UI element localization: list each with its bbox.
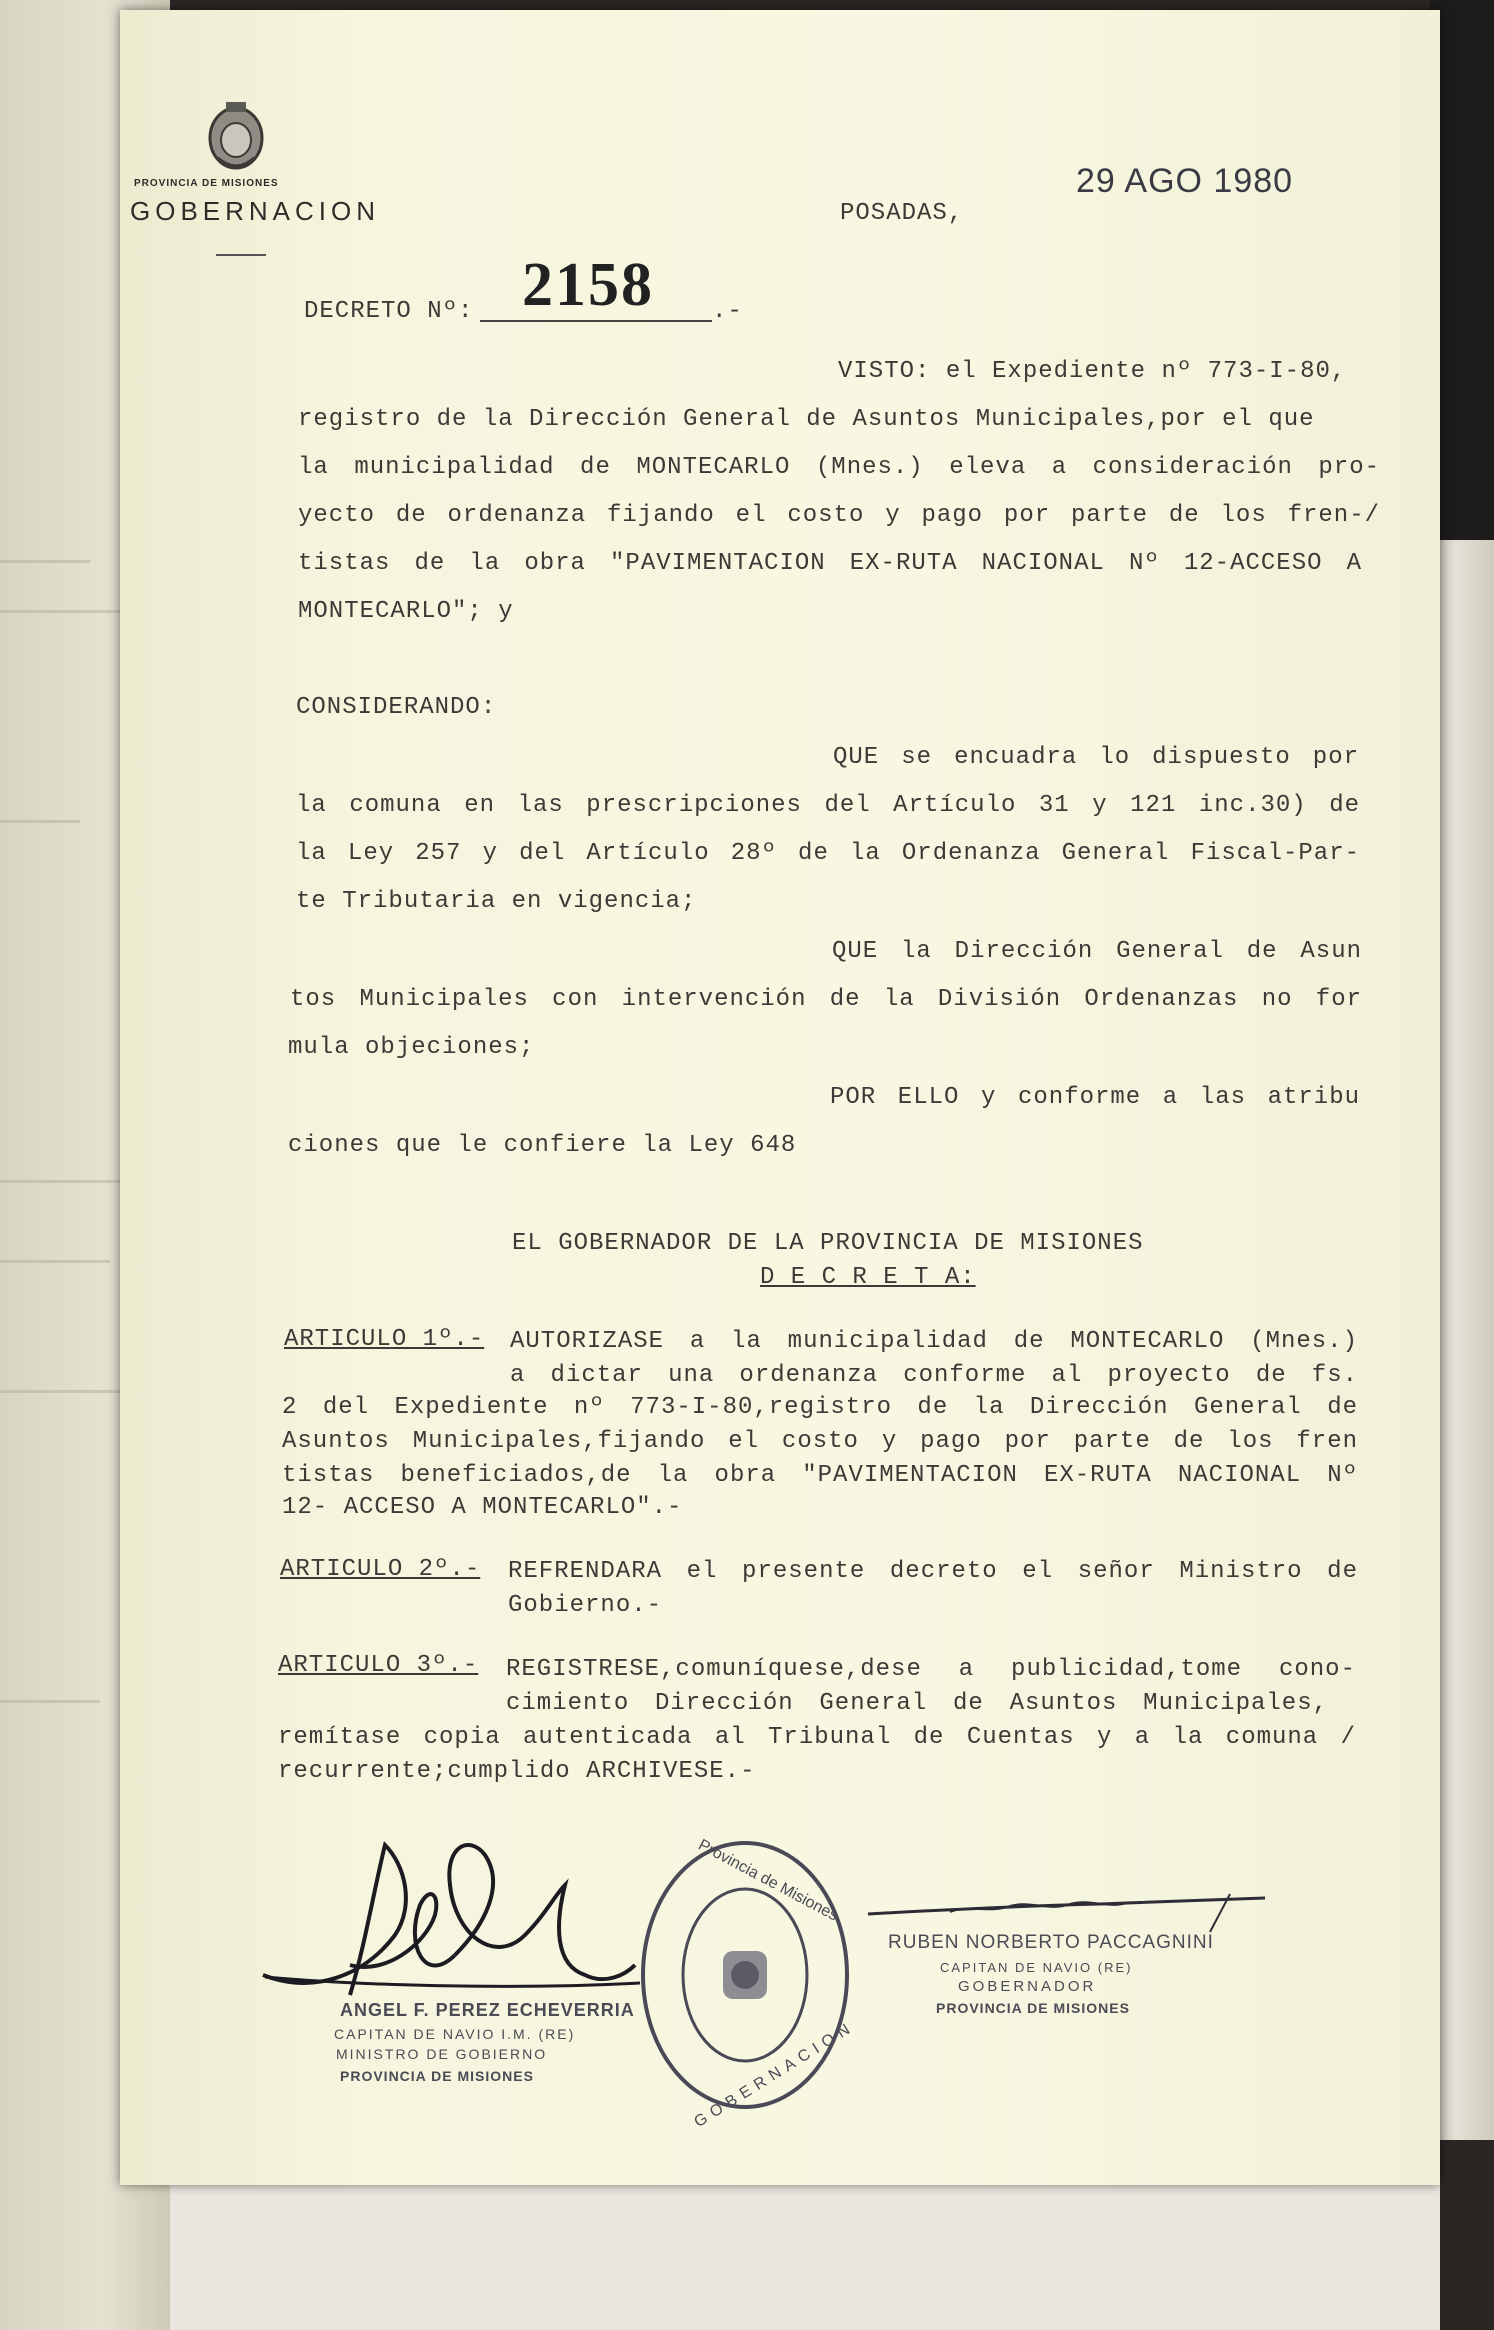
governor-signature-icon (860, 1890, 1270, 1936)
article-3-label: ARTICULO 3º.- (278, 1652, 479, 1679)
decree-suffix: .- (712, 298, 743, 325)
considerando-line: la comuna en las prescripciones del Artículo 31 y 121 inc.30) de (296, 792, 1360, 819)
article-line: Asuntos Municipales,fijando el costo y pago por parte de los fren (282, 1428, 1358, 1455)
article-line: recurrente;cumplido ARCHIVESE.- (278, 1758, 756, 1785)
place-label: POSADAS, (840, 200, 964, 227)
considerando-line: la Ley 257 y del Artículo 28º de la Ordenanza General Fiscal-Par- (296, 840, 1360, 867)
decree-label: DECRETO Nº: (304, 298, 474, 325)
minister-signature-icon (255, 1825, 645, 2025)
article-line: 12- ACCESO A MONTECARLO".- (282, 1494, 683, 1521)
letterhead-rule (216, 254, 266, 256)
minister-role: MINISTRO DE GOBIERNO (336, 2046, 548, 2062)
considerando-line: tos Municipales con intervención de la División Ordenanzas no for (290, 986, 1362, 1013)
visto-line: MONTECARLO"; y (298, 598, 514, 625)
considerando-line: ciones que le confiere la Ley 648 (288, 1132, 797, 1159)
visto-line: yecto de ordenanza fijando el costo y pago por parte de los fren-/ (298, 502, 1380, 529)
article-line: Gobierno.- (508, 1592, 663, 1619)
letterhead-province: PROVINCIA DE MISIONES (134, 178, 279, 189)
decree-number: 2158 (522, 251, 654, 319)
article-1-label: ARTICULO 1º.- (284, 1326, 485, 1353)
considerando-line: POR ELLO y conforme a las atribu (830, 1084, 1360, 1111)
governor-province: PROVINCIA DE MISIONES (936, 2000, 1130, 2016)
governor-name: RUBEN NORBERTO PACCAGNINI (888, 1932, 1214, 1953)
minister-name: ANGEL F. PEREZ ECHEVERRIA (340, 2000, 635, 2020)
article-2-label: ARTICULO 2º.- (280, 1556, 481, 1583)
visto-line: tistas de la obra "PAVIMENTACION EX-RUTA NACIONAL Nº 12-ACCESO A (298, 550, 1362, 577)
article-line: REGISTRESE,comuníquese,dese a publicidad,tome cono- (506, 1656, 1356, 1683)
considerando-heading: CONSIDERANDO: (296, 694, 497, 721)
article-line: REFRENDARA el presente decreto el señor Ministro de (508, 1558, 1358, 1585)
considerando-line: mula objeciones; (288, 1034, 535, 1061)
minister-title: CAPITAN DE NAVIO I.M. (RE) (334, 2026, 576, 2042)
article-line: cimiento Dirección General de Asuntos Municipales, (506, 1690, 1328, 1717)
article-line: a dictar una ordenanza conforme al proyecto de fs. (510, 1362, 1358, 1389)
minister-province: PROVINCIA DE MISIONES (340, 2068, 534, 2084)
visto-line: VISTO: el Expediente nº 773-I-80, (838, 358, 1347, 385)
date-stamp: 29 AGO 1980 (1076, 162, 1294, 200)
considerando-line: te Tributaria en vigencia; (296, 888, 697, 915)
decreta-heading: D E C R E T A: (760, 1264, 976, 1291)
seal-top-text: Provincia de Misiones (695, 1836, 841, 1925)
coat-of-arms-icon (204, 98, 268, 174)
governor-title: CAPITAN DE NAVIO (RE) (940, 1960, 1133, 1975)
decree-number-line (480, 320, 712, 322)
visto-line: registro de la Dirección General de Asuntos Municipales,por el que (298, 406, 1315, 433)
article-line: AUTORIZASE a la municipalidad de MONTECARLO (Mnes.) (510, 1328, 1358, 1355)
article-line: 2 del Expediente nº 773-I-80,registro de la Dirección General de (282, 1394, 1358, 1421)
considerando-line: QUE la Dirección General de Asun (832, 938, 1362, 965)
article-line: remítase copia autenticada al Tribunal de Cuentas y a la comuna / (278, 1724, 1356, 1751)
governor-line: EL GOBERNADOR DE LA PROVINCIA DE MISIONES (512, 1230, 1144, 1257)
letterhead-office: GOBERNACION (130, 196, 381, 226)
visto-line: la municipalidad de MONTECARLO (Mnes.) eleva a consideración pro- (298, 454, 1380, 481)
article-line: tistas beneficiados,de la obra "PAVIMENTACION EX-RUTA NACIONAL Nº (282, 1462, 1358, 1489)
seal-bottom-text: GOBERNACION (691, 2018, 859, 2132)
considerando-line: QUE se encuadra lo dispuesto por (833, 744, 1359, 771)
governor-role: GOBERNADOR (958, 1978, 1097, 1995)
